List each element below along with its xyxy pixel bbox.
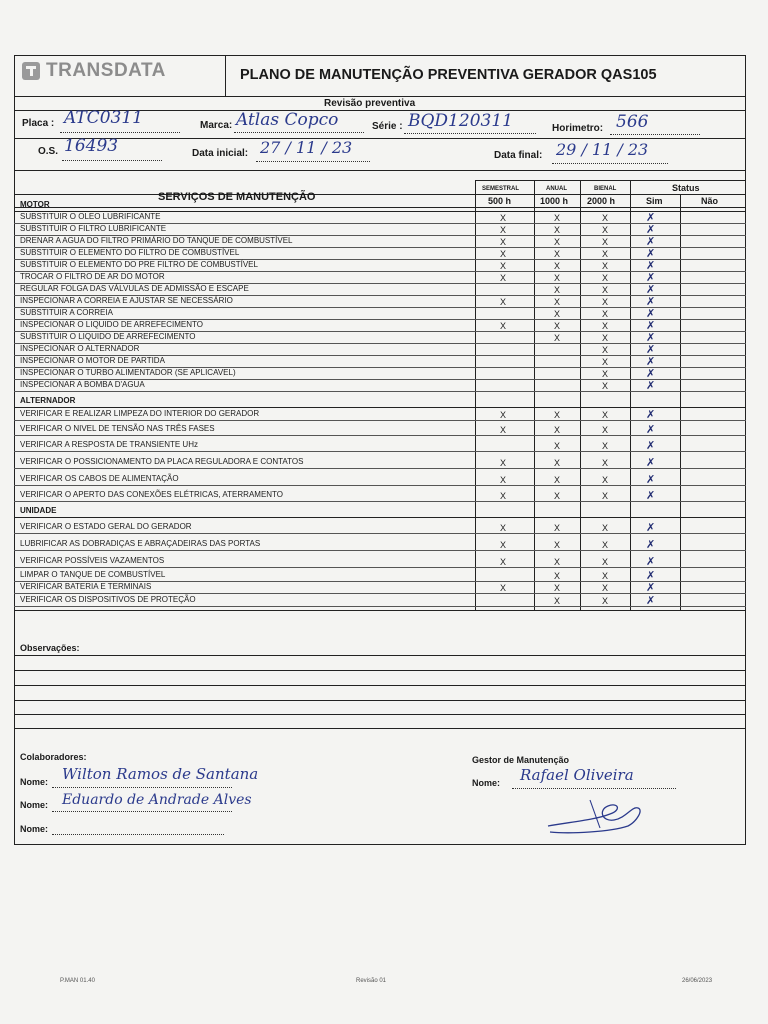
interval-mark: X [500, 261, 507, 271]
interval-mark: X [554, 333, 561, 343]
interval-mark: X [602, 458, 609, 468]
interval-mark: X [554, 261, 561, 271]
status-sim-check[interactable]: ✗ [646, 423, 656, 436]
horimetro-value: 566 [616, 112, 649, 132]
interval-mark: X [500, 540, 507, 550]
status-sim-check[interactable]: ✗ [646, 271, 656, 284]
interval-mark: X [500, 237, 507, 247]
interval-mark: X [602, 557, 609, 567]
table-row: TROCAR O FILTRO DE AR DO MOTOR [20, 272, 165, 281]
table-row: INSPECIONAR A BOMBA D'AGUA [20, 380, 145, 389]
interval-mark: X [554, 285, 561, 295]
interval-mark: X [554, 583, 561, 593]
status-sim-check[interactable]: ✗ [646, 295, 656, 308]
nome-label-3: Nome: [20, 824, 49, 834]
table-row: INSPECIONAR O MOTOR DE PARTIDA [20, 356, 165, 365]
interval-mark: X [554, 309, 561, 319]
table-row: VERIFICAR O ESTADO GERAL DO GERADOR [20, 522, 192, 531]
interval-mark: X [602, 523, 609, 533]
os-label: O.S. [38, 146, 59, 157]
table-row: VERIFICAR OS CABOS DE ALIMENTAÇÃO [20, 474, 179, 483]
interval-mark: X [500, 491, 507, 501]
status-sim-check[interactable]: ✗ [646, 355, 656, 368]
interval-mark: X [602, 381, 609, 391]
interval-mark: X [554, 425, 561, 435]
colaboradores-label: Colaboradores: [20, 752, 87, 762]
table-row: VERIFICAR E REALIZAR LIMPEZA DO INTERIOR DO GERADOR [20, 409, 260, 418]
table-row: VERIFICAR O NIVEL DE TENSÃO NAS TRÊS FASES [20, 424, 215, 433]
interval-mark: X [602, 441, 609, 451]
status-sim-check[interactable]: ✗ [646, 235, 656, 248]
table-row: LIMPAR O TANQUE DE COMBUSTÍVEL [20, 570, 166, 579]
interval-mark: X [602, 540, 609, 550]
section-unidade: UNIDADE [20, 506, 57, 515]
os-value: 16493 [64, 136, 119, 156]
horimetro-label: Horimetro: [552, 123, 604, 134]
interval-mark: X [602, 321, 609, 331]
interval-mark: X [602, 475, 609, 485]
logo-text: TRANSDATA [46, 60, 166, 81]
interval-mark: X [500, 475, 507, 485]
table-row: DRENAR A AGUA DO FILTRO PRIMÁRIO DO TANQUE DE COMBUSTÍVEL [20, 236, 293, 245]
company-logo [22, 60, 166, 82]
status-sim-check[interactable]: ✗ [646, 307, 656, 320]
table-row: INSPECIONAR A CORREIA E AJUSTAR SE NECESSÁRIO [20, 296, 233, 305]
interval-mark: X [602, 213, 609, 223]
status-sim-check[interactable]: ✗ [646, 538, 656, 551]
status-sim-check[interactable]: ✗ [646, 259, 656, 272]
nome-label-2: Nome: [20, 800, 49, 810]
interval-mark: X [554, 225, 561, 235]
status-sim-check[interactable]: ✗ [646, 594, 656, 607]
placa-label: Placa : [22, 118, 55, 129]
marca-label: Marca: [200, 120, 233, 131]
table-row: LUBRIFICAR AS DOBRADIÇAS E ABRAÇADEIRAS DAS PORTAS [20, 539, 261, 548]
status-sim-check[interactable]: ✗ [646, 408, 656, 421]
status-sim-check[interactable]: ✗ [646, 331, 656, 344]
interval-mark: X [602, 225, 609, 235]
interval-mark: X [602, 285, 609, 295]
interval-mark: X [602, 357, 609, 367]
table-row: VERIFICAR OS DISPOSITIVOS DE PROTEÇÃO [20, 595, 196, 604]
table-row: INSPECIONAR O LIQUIDO DE ARREFECIMENTO [20, 320, 203, 329]
interval-mark: X [602, 333, 609, 343]
status-sim-check[interactable]: ✗ [646, 473, 656, 486]
table-row: VERIFICAR POSSÍVEIS VAZAMENTOS [20, 556, 165, 565]
interval-mark: X [500, 225, 507, 235]
interval-mark: X [602, 249, 609, 259]
status-sim-check[interactable]: ✗ [646, 283, 656, 296]
logo-icon [22, 62, 40, 80]
interval-mark: X [554, 297, 561, 307]
table-row: INSPECIONAR O TURBO ALIMENTADOR (SE APLICAVEL) [20, 368, 236, 377]
interval-mark: X [602, 571, 609, 581]
interval-mark: X [554, 458, 561, 468]
status-sim-check[interactable]: ✗ [646, 211, 656, 224]
interval-mark: X [500, 458, 507, 468]
data-final-label: Data final: [494, 150, 543, 161]
table-row: INSPECIONAR O ALTERNADOR [20, 344, 140, 353]
interval-mark: X [500, 273, 507, 283]
table-title: SERVIÇOS DE MANUTENÇÃO [158, 191, 316, 203]
form-title: PLANO DE MANUTENÇÃO PREVENTIVA GERADOR QAS105 [240, 67, 657, 83]
gestor-nome-label: Nome: [472, 778, 501, 788]
interval-mark: X [602, 491, 609, 501]
table-row: SUBSTITUIR O ELEMENTO DO PRE FILTRO DE COMBUSTÍVEL [20, 260, 258, 269]
status-sim-check[interactable]: ✗ [646, 555, 656, 568]
interval-mark: X [602, 309, 609, 319]
status-sim-check[interactable]: ✗ [646, 569, 656, 582]
interval-mark: X [554, 273, 561, 283]
gestor-label: Gestor de Manutenção [472, 755, 570, 765]
interval-mark: X [602, 273, 609, 283]
interval-mark: X [554, 321, 561, 331]
interval-mark: X [554, 596, 561, 606]
footer-revisao: Revisão 01 [356, 978, 387, 984]
table-row: VERIFICAR A RESPOSTA DE TRANSIENTE UHz [20, 440, 198, 449]
status-sim-check[interactable]: ✗ [646, 379, 656, 392]
col-semestral: SEMESTRAL [482, 186, 520, 192]
serie-label: Série : [372, 121, 403, 132]
interval-mark: X [500, 297, 507, 307]
revision-subtitle: Revisão preventiva [324, 98, 416, 109]
interval-mark: X [554, 237, 561, 247]
section-alternador: ALTERNADOR [20, 396, 76, 405]
interval-mark: X [500, 523, 507, 533]
col-nao: Não [701, 196, 719, 206]
table-row: SUBSTITUIR O ELEMENTO DO FILTRO DE COMBUSTÍVEL [20, 248, 240, 257]
interval-mark: X [500, 321, 507, 331]
interval-mark: X [554, 540, 561, 550]
table-row: VERIFICAR O APERTO DAS CONEXÕES ELÉTRICAS, ATERRAMENTO [20, 490, 284, 499]
data-inicial-value: 27 / 11 / 23 [260, 138, 353, 157]
interval-mark: X [602, 237, 609, 247]
table-row: VERIFICAR O POSSICIONAMENTO DA PLACA REGULADORA E CONTATOS [20, 457, 304, 466]
interval-mark: X [602, 596, 609, 606]
marca-value: Atlas Copco [236, 110, 339, 130]
nome-label-1: Nome: [20, 777, 49, 787]
interval-mark: X [500, 583, 507, 593]
table-row: SUBSTITUIR A CORREIA [20, 308, 113, 317]
table-row: REGULAR FOLGA DAS VÁLVULAS DE ADMISSÃO E ESCAPE [20, 284, 249, 293]
col-1000h: 1000 h [540, 196, 569, 206]
colaborador-2-signature: Eduardo de Andrade Alves [62, 792, 252, 808]
footer-code: P.MAN 01.40 [60, 978, 95, 984]
interval-mark: X [554, 410, 561, 420]
interval-mark: X [500, 410, 507, 420]
interval-mark: X [554, 475, 561, 485]
interval-mark: X [602, 369, 609, 379]
table-row: SUBSTITUIR O FILTRO LUBRIFICANTE [20, 224, 167, 233]
interval-mark: X [554, 557, 561, 567]
interval-mark: X [500, 249, 507, 259]
status-sim-check[interactable]: ✗ [646, 439, 656, 452]
footer-date: 26/06/2023 [682, 978, 713, 984]
table-row: SUBSTITUIR O OLEO LUBRIFICANTE [20, 212, 161, 221]
serie-value: BQD120311 [408, 111, 513, 131]
gestor-name: Rafael Oliveira [520, 766, 634, 784]
colaborador-1-signature: Wilton Ramos de Santana [62, 765, 259, 783]
section-motor: MOTOR [20, 200, 50, 209]
col-2000h: 2000 h [587, 196, 616, 206]
data-final-value: 29 / 11 / 23 [556, 140, 649, 159]
col-sim: Sim [646, 196, 663, 206]
observacoes-label: Observações: [20, 643, 80, 653]
interval-mark: X [554, 523, 561, 533]
placa-value: ATC0311 [64, 108, 143, 128]
interval-mark: X [500, 425, 507, 435]
interval-mark: X [554, 441, 561, 451]
status-sim-check[interactable]: ✗ [646, 319, 656, 332]
interval-mark: X [554, 571, 561, 581]
interval-mark: X [554, 491, 561, 501]
status-sim-check[interactable]: ✗ [646, 223, 656, 236]
interval-mark: X [500, 213, 507, 223]
status-sim-check[interactable]: ✗ [646, 367, 656, 380]
interval-mark: X [602, 425, 609, 435]
gestor-signature-scribble [540, 792, 650, 838]
table-row: SUBSTITUIR O LIQUIDO DE ARREFECIMENTO [20, 332, 196, 341]
data-inicial-label: Data inicial: [192, 148, 249, 159]
col-500h: 500 h [488, 196, 512, 206]
interval-mark: X [602, 410, 609, 420]
form-sheet [14, 55, 746, 845]
status-sim-check[interactable]: ✗ [646, 456, 656, 469]
status-sim-check[interactable]: ✗ [646, 581, 656, 594]
interval-mark: X [554, 213, 561, 223]
interval-mark: X [602, 261, 609, 271]
interval-mark: X [554, 249, 561, 259]
col-anual: ANUAL [546, 186, 567, 192]
status-sim-check[interactable]: ✗ [646, 489, 656, 502]
status-sim-check[interactable]: ✗ [646, 521, 656, 534]
interval-mark: X [602, 583, 609, 593]
status-sim-check[interactable]: ✗ [646, 247, 656, 260]
status-sim-check[interactable]: ✗ [646, 343, 656, 356]
interval-mark: X [602, 297, 609, 307]
col-status: Status [672, 183, 700, 193]
table-row: VERIFICAR BATERIA E TERMINAIS [20, 582, 152, 591]
col-bienal: BIENAL [594, 186, 617, 192]
interval-mark: X [500, 557, 507, 567]
interval-mark: X [602, 345, 609, 355]
